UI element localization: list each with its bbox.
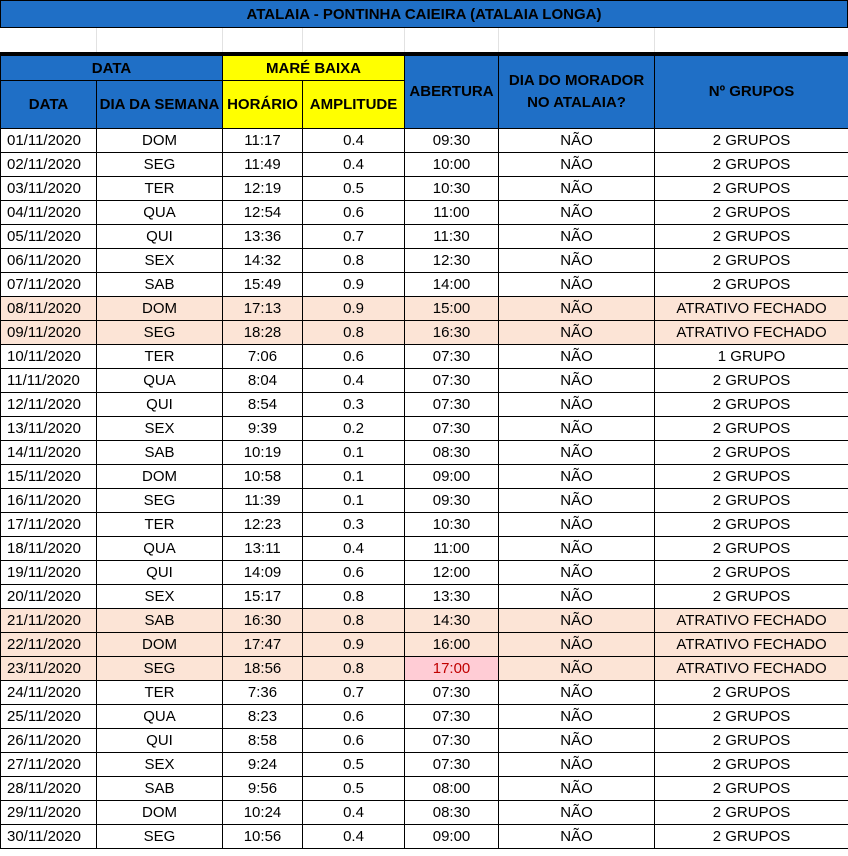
cell-grupos: ATRATIVO FECHADO (655, 633, 848, 657)
table-row (1, 537, 848, 561)
cell-data: 24/11/2020 (1, 681, 97, 705)
cell-grupos: ATRATIVO FECHADO (655, 297, 848, 321)
table-row (1, 633, 848, 657)
cell-data: 06/11/2020 (1, 249, 97, 273)
cell-horario: 12:23 (223, 513, 303, 537)
cell-morador: NÃO (499, 345, 655, 369)
cell-horario: 15:49 (223, 273, 303, 297)
cell-dia-semana: SEG (97, 825, 223, 849)
cell-amplitude: 0.7 (303, 225, 405, 249)
table-row (1, 273, 848, 297)
table-row (1, 489, 848, 513)
cell-amplitude: 0.4 (303, 369, 405, 393)
cell-abertura: 07:30 (405, 393, 499, 417)
cell-morador: NÃO (499, 801, 655, 825)
cell-morador: NÃO (499, 369, 655, 393)
cell-amplitude: 0.3 (303, 513, 405, 537)
cell-abertura: 13:30 (405, 585, 499, 609)
table-row (1, 825, 848, 849)
table-row (1, 249, 848, 273)
cell-data: 27/11/2020 (1, 753, 97, 777)
cell-grupos: 2 GRUPOS (655, 273, 848, 297)
cell-amplitude: 0.4 (303, 153, 405, 177)
cell-morador: NÃO (499, 417, 655, 441)
cell-grupos: 2 GRUPOS (655, 537, 848, 561)
cell-horario: 7:06 (223, 345, 303, 369)
grid-line (404, 28, 405, 52)
cell-morador: NÃO (499, 441, 655, 465)
cell-amplitude: 0.5 (303, 777, 405, 801)
cell-grupos: 2 GRUPOS (655, 129, 848, 153)
table-row (1, 753, 848, 777)
cell-amplitude: 0.3 (303, 393, 405, 417)
cell-amplitude: 0.5 (303, 753, 405, 777)
cell-data: 04/11/2020 (1, 201, 97, 225)
cell-dia-semana: DOM (97, 129, 223, 153)
cell-grupos: 2 GRUPOS (655, 801, 848, 825)
cell-morador: NÃO (499, 657, 655, 681)
cell-horario: 10:19 (223, 441, 303, 465)
cell-dia-semana: QUA (97, 369, 223, 393)
cell-abertura: 11:00 (405, 201, 499, 225)
cell-data: 28/11/2020 (1, 777, 97, 801)
cell-morador: NÃO (499, 201, 655, 225)
header-amplitude: AMPLITUDE (303, 81, 405, 129)
cell-horario: 11:39 (223, 489, 303, 513)
cell-amplitude: 0.8 (303, 657, 405, 681)
cell-grupos: 2 GRUPOS (655, 417, 848, 441)
cell-dia-semana: QUI (97, 225, 223, 249)
cell-abertura: 09:30 (405, 129, 499, 153)
cell-abertura: 12:30 (405, 249, 499, 273)
table-row (1, 729, 848, 753)
cell-horario: 8:54 (223, 393, 303, 417)
cell-data: 14/11/2020 (1, 441, 97, 465)
cell-morador: NÃO (499, 825, 655, 849)
cell-amplitude: 0.9 (303, 273, 405, 297)
cell-abertura: 07:30 (405, 681, 499, 705)
cell-abertura: 08:30 (405, 801, 499, 825)
table-row (1, 705, 848, 729)
cell-dia-semana: QUA (97, 537, 223, 561)
cell-horario: 8:23 (223, 705, 303, 729)
cell-grupos: 2 GRUPOS (655, 777, 848, 801)
cell-horario: 17:47 (223, 633, 303, 657)
cell-dia-semana: SEX (97, 585, 223, 609)
cell-horario: 10:24 (223, 801, 303, 825)
cell-amplitude: 0.6 (303, 729, 405, 753)
cell-data: 16/11/2020 (1, 489, 97, 513)
cell-horario: 12:54 (223, 201, 303, 225)
cell-data: 09/11/2020 (1, 321, 97, 345)
cell-grupos: ATRATIVO FECHADO (655, 321, 848, 345)
cell-dia-semana: QUA (97, 201, 223, 225)
table-row (1, 225, 848, 249)
cell-abertura: 17:00 (405, 657, 499, 681)
cell-morador: NÃO (499, 633, 655, 657)
header-dia-morador: DIA DO MORADOR NO ATALAIA? (499, 56, 655, 129)
cell-data: 30/11/2020 (1, 825, 97, 849)
cell-abertura: 08:00 (405, 777, 499, 801)
table-row (1, 441, 848, 465)
cell-grupos: 2 GRUPOS (655, 393, 848, 417)
cell-abertura: 15:00 (405, 297, 499, 321)
cell-abertura: 09:30 (405, 489, 499, 513)
cell-morador: NÃO (499, 177, 655, 201)
cell-horario: 17:13 (223, 297, 303, 321)
cell-dia-semana: QUI (97, 561, 223, 585)
table-row (1, 129, 848, 153)
cell-abertura: 10:00 (405, 153, 499, 177)
grid-line (654, 28, 655, 52)
cell-morador: NÃO (499, 537, 655, 561)
cell-data: 29/11/2020 (1, 801, 97, 825)
cell-abertura: 11:00 (405, 537, 499, 561)
header-horario: HORÁRIO (223, 81, 303, 129)
cell-dia-semana: SEG (97, 489, 223, 513)
cell-horario: 16:30 (223, 609, 303, 633)
table-row (1, 417, 848, 441)
cell-dia-semana: SAB (97, 777, 223, 801)
cell-abertura: 14:30 (405, 609, 499, 633)
cell-horario: 10:56 (223, 825, 303, 849)
cell-amplitude: 0.9 (303, 633, 405, 657)
tide-schedule-table (0, 55, 848, 849)
cell-dia-semana: TER (97, 345, 223, 369)
cell-grupos: 2 GRUPOS (655, 513, 848, 537)
cell-horario: 11:17 (223, 129, 303, 153)
cell-abertura: 09:00 (405, 825, 499, 849)
cell-horario: 12:19 (223, 177, 303, 201)
cell-morador: NÃO (499, 753, 655, 777)
grid-line (498, 28, 499, 52)
cell-amplitude: 0.4 (303, 537, 405, 561)
cell-data: 08/11/2020 (1, 297, 97, 321)
cell-morador: NÃO (499, 465, 655, 489)
table-row (1, 681, 848, 705)
cell-data: 03/11/2020 (1, 177, 97, 201)
cell-dia-semana: TER (97, 513, 223, 537)
cell-horario: 14:09 (223, 561, 303, 585)
cell-dia-semana: SAB (97, 441, 223, 465)
cell-dia-semana: SAB (97, 609, 223, 633)
cell-abertura: 12:00 (405, 561, 499, 585)
cell-abertura: 10:30 (405, 177, 499, 201)
table-row (1, 201, 848, 225)
cell-data: 19/11/2020 (1, 561, 97, 585)
cell-morador: NÃO (499, 273, 655, 297)
cell-dia-semana: TER (97, 681, 223, 705)
cell-data: 15/11/2020 (1, 465, 97, 489)
cell-dia-semana: DOM (97, 465, 223, 489)
cell-grupos: ATRATIVO FECHADO (655, 609, 848, 633)
cell-data: 02/11/2020 (1, 153, 97, 177)
cell-data: 17/11/2020 (1, 513, 97, 537)
cell-grupos: 2 GRUPOS (655, 369, 848, 393)
cell-dia-semana: TER (97, 177, 223, 201)
cell-abertura: 14:00 (405, 273, 499, 297)
cell-grupos: 2 GRUPOS (655, 681, 848, 705)
cell-grupos: 2 GRUPOS (655, 153, 848, 177)
cell-data: 25/11/2020 (1, 705, 97, 729)
cell-amplitude: 0.5 (303, 177, 405, 201)
cell-horario: 9:56 (223, 777, 303, 801)
cell-morador: NÃO (499, 705, 655, 729)
table-row (1, 657, 848, 681)
cell-grupos: 2 GRUPOS (655, 729, 848, 753)
cell-horario: 8:58 (223, 729, 303, 753)
cell-amplitude: 0.8 (303, 609, 405, 633)
cell-data: 13/11/2020 (1, 417, 97, 441)
cell-amplitude: 0.6 (303, 345, 405, 369)
cell-grupos: 2 GRUPOS (655, 249, 848, 273)
cell-dia-semana: QUI (97, 393, 223, 417)
cell-data: 07/11/2020 (1, 273, 97, 297)
table-row (1, 465, 848, 489)
cell-horario: 14:32 (223, 249, 303, 273)
cell-amplitude: 0.4 (303, 825, 405, 849)
cell-amplitude: 0.1 (303, 441, 405, 465)
cell-dia-semana: SEG (97, 657, 223, 681)
cell-abertura: 07:30 (405, 705, 499, 729)
cell-horario: 9:39 (223, 417, 303, 441)
table-row (1, 321, 848, 345)
cell-morador: NÃO (499, 153, 655, 177)
cell-abertura: 16:30 (405, 321, 499, 345)
cell-horario: 13:36 (223, 225, 303, 249)
cell-morador: NÃO (499, 729, 655, 753)
cell-data: 18/11/2020 (1, 537, 97, 561)
grid-line (96, 28, 97, 52)
cell-amplitude: 0.7 (303, 681, 405, 705)
cell-horario: 13:11 (223, 537, 303, 561)
table-row (1, 345, 848, 369)
table-row (1, 297, 848, 321)
cell-morador: NÃO (499, 129, 655, 153)
table-row (1, 369, 848, 393)
cell-grupos: ATRATIVO FECHADO (655, 657, 848, 681)
cell-amplitude: 0.1 (303, 465, 405, 489)
cell-grupos: 2 GRUPOS (655, 177, 848, 201)
cell-morador: NÃO (499, 681, 655, 705)
cell-horario: 8:04 (223, 369, 303, 393)
cell-dia-semana: DOM (97, 801, 223, 825)
cell-dia-semana: DOM (97, 633, 223, 657)
cell-dia-semana: SEG (97, 153, 223, 177)
cell-horario: 10:58 (223, 465, 303, 489)
grid-line (302, 28, 303, 52)
cell-abertura: 16:00 (405, 633, 499, 657)
cell-dia-semana: QUA (97, 705, 223, 729)
cell-grupos: 2 GRUPOS (655, 489, 848, 513)
cell-grupos: 2 GRUPOS (655, 705, 848, 729)
cell-data: 01/11/2020 (1, 129, 97, 153)
table-row (1, 153, 848, 177)
cell-morador: NÃO (499, 225, 655, 249)
cell-grupos: 2 GRUPOS (655, 225, 848, 249)
cell-dia-semana: SEX (97, 753, 223, 777)
cell-data: 26/11/2020 (1, 729, 97, 753)
cell-dia-semana: SEX (97, 249, 223, 273)
cell-morador: NÃO (499, 489, 655, 513)
cell-grupos: 2 GRUPOS (655, 825, 848, 849)
cell-morador: NÃO (499, 321, 655, 345)
cell-morador: NÃO (499, 585, 655, 609)
cell-abertura: 08:30 (405, 441, 499, 465)
cell-amplitude: 0.4 (303, 801, 405, 825)
cell-amplitude: 0.2 (303, 417, 405, 441)
cell-horario: 18:56 (223, 657, 303, 681)
table-row (1, 513, 848, 537)
cell-amplitude: 0.8 (303, 585, 405, 609)
cell-data: 20/11/2020 (1, 585, 97, 609)
cell-grupos: 2 GRUPOS (655, 441, 848, 465)
cell-amplitude: 0.8 (303, 249, 405, 273)
table-row (1, 609, 848, 633)
cell-grupos: 2 GRUPOS (655, 201, 848, 225)
cell-grupos: 2 GRUPOS (655, 561, 848, 585)
cell-horario: 9:24 (223, 753, 303, 777)
cell-abertura: 09:00 (405, 465, 499, 489)
cell-horario: 7:36 (223, 681, 303, 705)
cell-data: 23/11/2020 (1, 657, 97, 681)
cell-abertura: 07:30 (405, 753, 499, 777)
cell-horario: 11:49 (223, 153, 303, 177)
table-body (1, 129, 848, 849)
cell-abertura: 07:30 (405, 729, 499, 753)
cell-grupos: 2 GRUPOS (655, 585, 848, 609)
cell-morador: NÃO (499, 561, 655, 585)
cell-grupos: 1 GRUPO (655, 345, 848, 369)
table-row (1, 561, 848, 585)
cell-abertura: 07:30 (405, 369, 499, 393)
cell-amplitude: 0.8 (303, 321, 405, 345)
table-row (1, 777, 848, 801)
cell-abertura: 11:30 (405, 225, 499, 249)
cell-data: 05/11/2020 (1, 225, 97, 249)
cell-amplitude: 0.6 (303, 705, 405, 729)
cell-dia-semana: DOM (97, 297, 223, 321)
header-data-group: DATA (1, 56, 223, 81)
cell-data: 11/11/2020 (1, 369, 97, 393)
cell-horario: 15:17 (223, 585, 303, 609)
cell-amplitude: 0.4 (303, 129, 405, 153)
cell-morador: NÃO (499, 609, 655, 633)
grid-line (222, 28, 223, 52)
empty-row (0, 28, 848, 55)
cell-amplitude: 0.6 (303, 561, 405, 585)
header-row-1 (1, 56, 848, 81)
cell-data: 12/11/2020 (1, 393, 97, 417)
cell-dia-semana: SAB (97, 273, 223, 297)
table-row (1, 801, 848, 825)
cell-morador: NÃO (499, 777, 655, 801)
header-n-grupos: Nº GRUPOS (655, 56, 848, 129)
cell-dia-semana: QUI (97, 729, 223, 753)
cell-morador: NÃO (499, 393, 655, 417)
cell-abertura: 07:30 (405, 417, 499, 441)
cell-amplitude: 0.6 (303, 201, 405, 225)
cell-grupos: 2 GRUPOS (655, 753, 848, 777)
cell-horario: 18:28 (223, 321, 303, 345)
cell-data: 22/11/2020 (1, 633, 97, 657)
cell-data: 10/11/2020 (1, 345, 97, 369)
table-row (1, 585, 848, 609)
header-abertura: ABERTURA (405, 56, 499, 129)
cell-grupos: 2 GRUPOS (655, 465, 848, 489)
cell-abertura: 07:30 (405, 345, 499, 369)
cell-morador: NÃO (499, 513, 655, 537)
cell-amplitude: 0.1 (303, 489, 405, 513)
cell-abertura: 10:30 (405, 513, 499, 537)
cell-morador: NÃO (499, 297, 655, 321)
sheet-title: ATALAIA - PONTINHA CAIEIRA (ATALAIA LONGA) (0, 0, 848, 28)
cell-data: 21/11/2020 (1, 609, 97, 633)
header-mare-baixa: MARÉ BAIXA (223, 56, 405, 81)
header-dia-semana: DIA DA SEMANA (97, 81, 223, 129)
table-row (1, 177, 848, 201)
cell-amplitude: 0.9 (303, 297, 405, 321)
cell-dia-semana: SEG (97, 321, 223, 345)
cell-dia-semana: SEX (97, 417, 223, 441)
table-row (1, 393, 848, 417)
header-data: DATA (1, 81, 97, 129)
cell-morador: NÃO (499, 249, 655, 273)
